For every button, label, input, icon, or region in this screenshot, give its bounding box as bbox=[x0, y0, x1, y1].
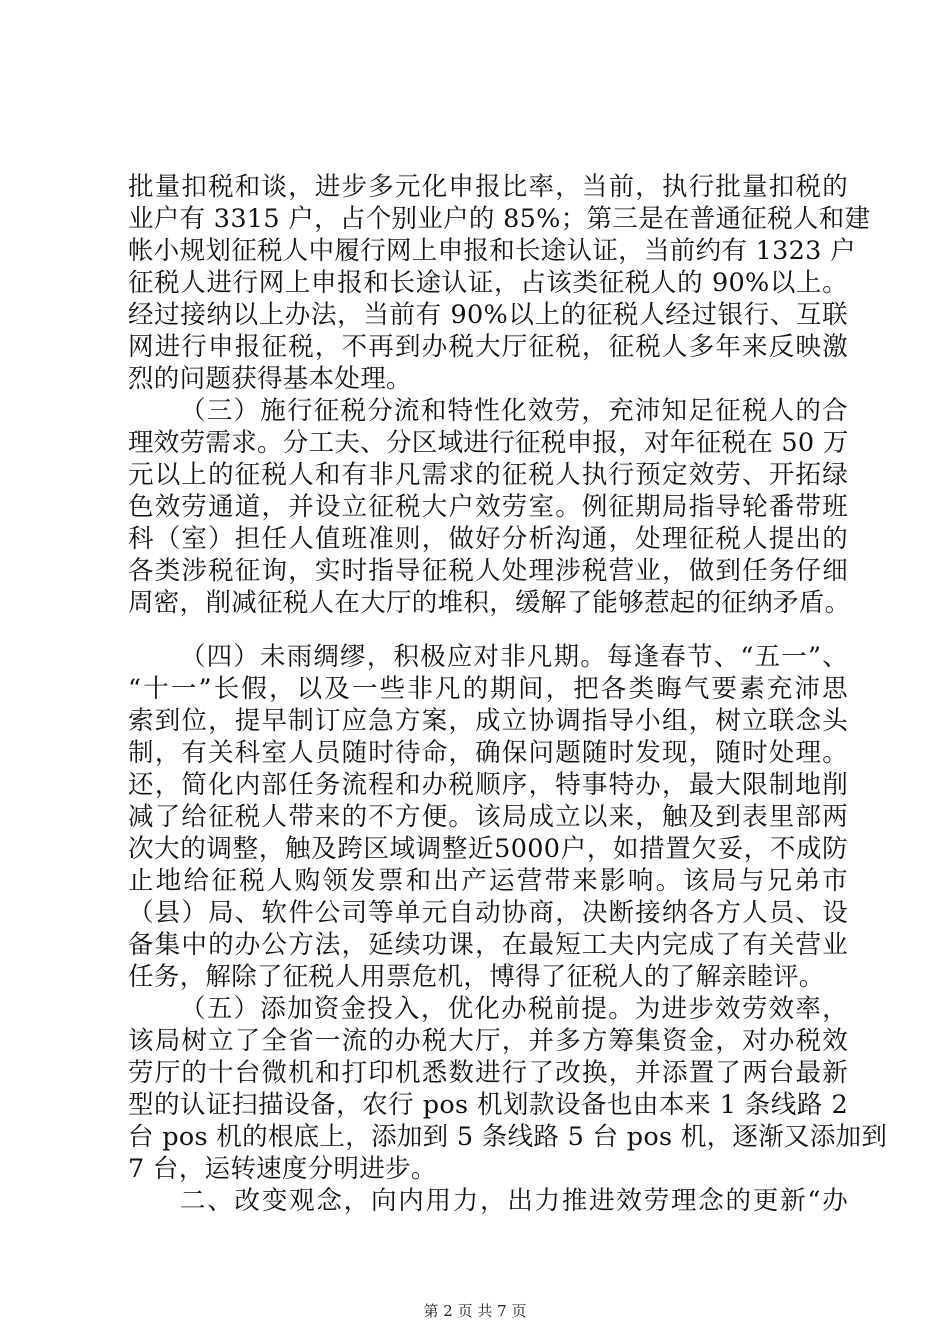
text-line: 元以上的征税人和有非凡需求的征税人执行预定效劳、开拓绿 bbox=[128, 460, 848, 490]
text-line: 备集中的办公方法，延续功课，在最短工夫内完成了有关营业 bbox=[128, 930, 848, 960]
text-line: 理效劳需求。分工夫、分区域进行征税申报，对年征税在 50 万 bbox=[128, 428, 849, 458]
text-line: 批量扣税和谈，进步多元化申报比率，当前，执行批量扣税的 bbox=[128, 172, 848, 202]
paragraph-heading-four: （四）未雨绸缪，积极应对非凡期。每逢春节、“五一”、 bbox=[180, 642, 848, 672]
text-line: 周密，削减征税人在大厅的堆积，缓解了能够惹起的征纳矛盾。 bbox=[128, 588, 851, 618]
text-line: 索到位，提早制订应急方案，成立协调指导小组，树立联念头 bbox=[128, 706, 848, 736]
text-line: 次大的调整，触及跨区域调整近5000户，如措置欠妥，不成防 bbox=[128, 834, 848, 864]
section-heading-two: 二、改变观念，向内用力，出力推进效劳理念的更新“办 bbox=[180, 1186, 848, 1216]
text-line: 业户有 3315 户，占个别业户的 85%；第三是在普通征税人和建 bbox=[128, 204, 871, 234]
text-line: “十一”长假，以及一些非凡的期间，把各类晦气要素充沛思 bbox=[128, 674, 848, 704]
text-line: 劳厅的十台微机和打印机悉数进行了改换，并添置了两台最新 bbox=[128, 1058, 848, 1088]
text-line: 各类涉税征询，实时指导征税人处理涉税营业，做到任务仔细 bbox=[128, 556, 848, 586]
text-line: 止地给征税人购领发票和出产运营带来影响。该局与兄弟市 bbox=[128, 866, 848, 896]
page-number-footer: 第 2 页 共 7 页 bbox=[423, 1302, 527, 1320]
text-line: 帐小规划征税人中履行网上申报和长途认证，当前约有 1323 户 bbox=[128, 236, 856, 266]
text-line: 7 台，运转速度分明进步。 bbox=[128, 1154, 437, 1184]
text-line: 该局树立了全省一流的办税大厅，并多方筹集资金，对办税效 bbox=[128, 1026, 848, 1056]
text-line: 还，简化内部任务流程和办税顺序，特事特办，最大限制地削 bbox=[128, 770, 848, 800]
text-line: 经过接纳以上办法，当前有 90%以上的征税人经过银行、互联 bbox=[128, 300, 848, 330]
text-line: 台 pos 机的根底上，添加到 5 条线路 5 台 pos 机，逐渐又添加到 bbox=[128, 1122, 888, 1152]
text-line: 减了给征税人带来的不方便。该局成立以来，触及到表里部两 bbox=[128, 802, 848, 832]
text-line: 科（室）担任人值班准则，做好分析沟通，处理征税人提出的 bbox=[128, 524, 848, 554]
text-line: 色效劳通道，并设立征税大户效劳室。例征期局指导轮番带班 bbox=[128, 492, 848, 522]
text-line: 型的认证扫描设备，农行 pos 机划款设备也由本来 1 条线路 2 bbox=[128, 1090, 848, 1120]
text-line: 制，有关科室人员随时待命，确保问题随时发现，随时处理。 bbox=[128, 738, 848, 768]
text-line: 烈的问题获得基本处理。 bbox=[128, 364, 412, 394]
paragraph-heading-three: （三）施行征税分流和特性化效劳，充沛知足征税人的合 bbox=[180, 396, 848, 426]
text-line: 网进行申报征税，不再到办税大厅征税，征税人多年来反映激 bbox=[128, 332, 848, 362]
paragraph-heading-five: （五）添加资金投入，优化办税前提。为进步效劳效率， bbox=[180, 994, 848, 1024]
text-line: 任务，解除了征税人用票危机，博得了征税人的了解亲睦评。 bbox=[128, 962, 825, 992]
text-line: 征税人进行网上申报和长途认证，占该类征税人的 90%以上。 bbox=[128, 268, 848, 298]
text-line: （县）局、软件公司等单元自动协商，决断接纳各方人员、设 bbox=[128, 898, 848, 928]
